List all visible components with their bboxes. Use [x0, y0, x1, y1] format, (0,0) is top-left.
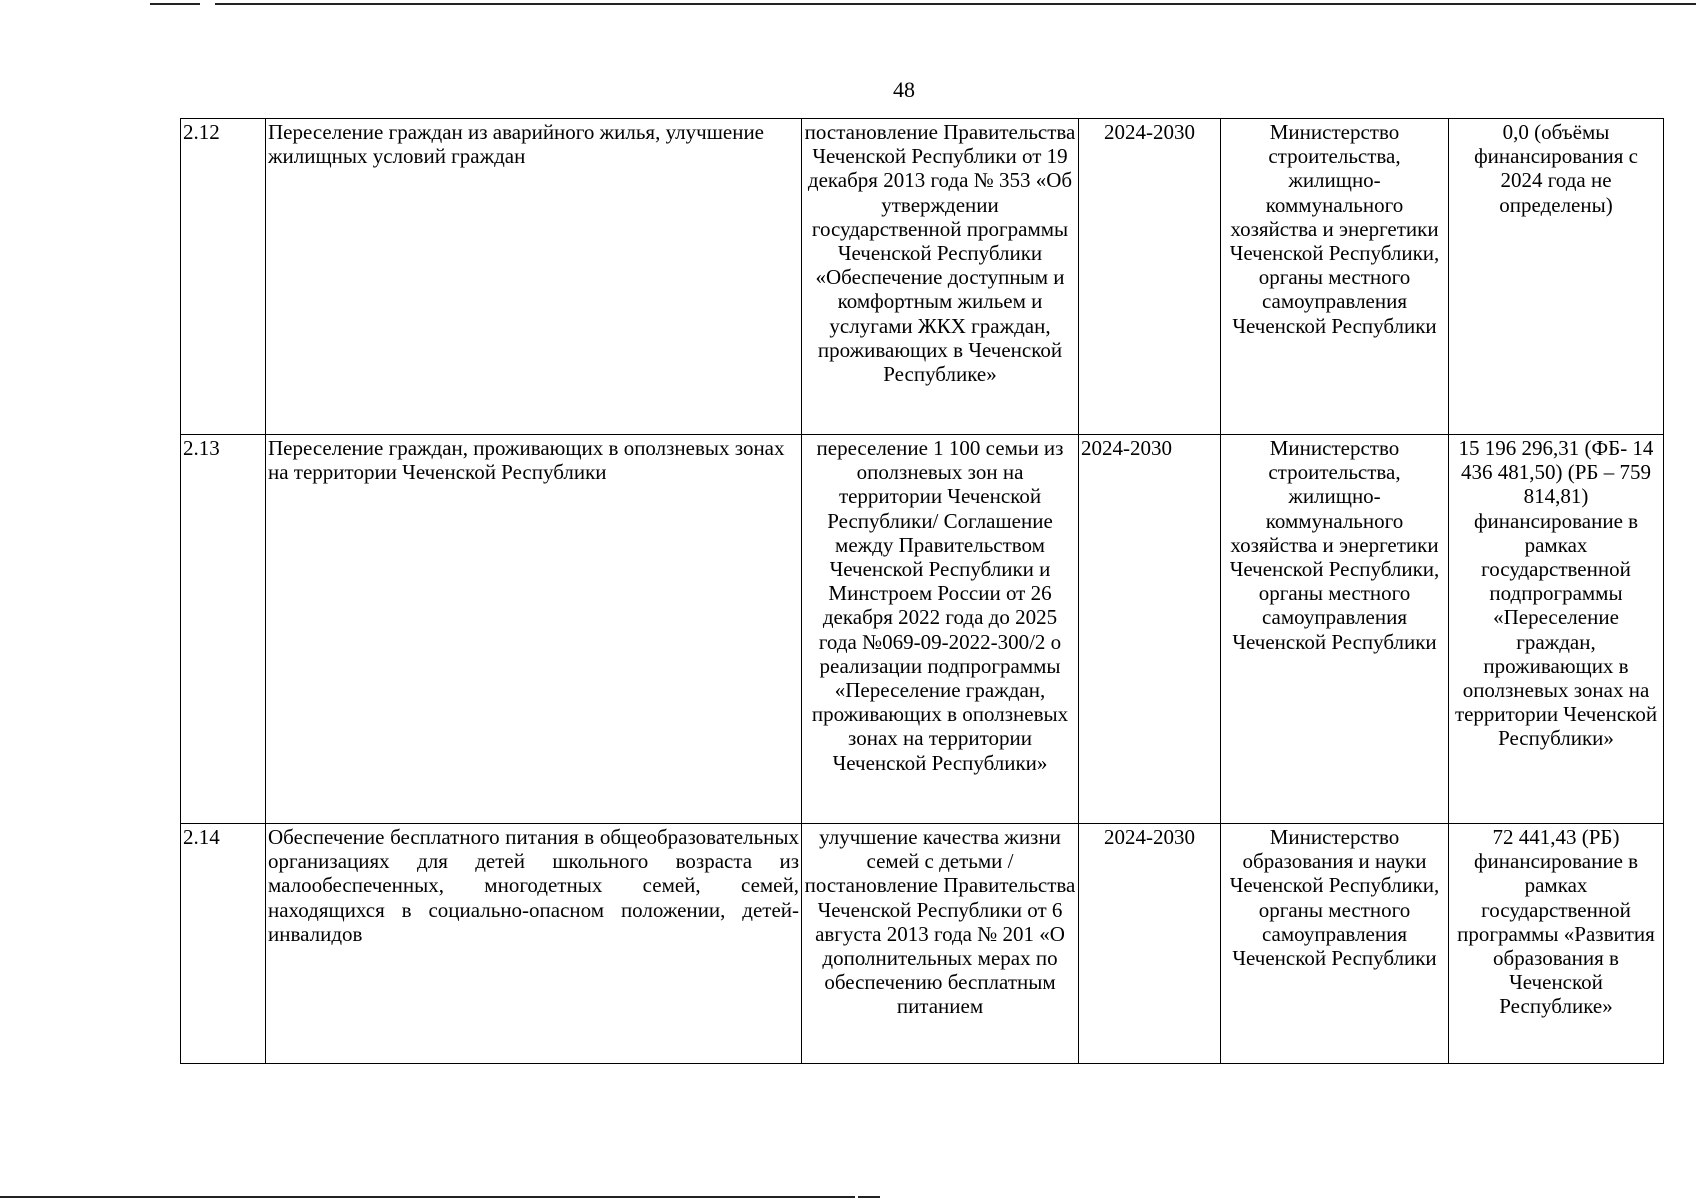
- table-row: [181, 824, 1664, 1064]
- period: 2024-2030: [1079, 824, 1221, 1064]
- row-number: 2.12: [181, 119, 266, 435]
- legal-basis: постановление Правительства Чеченской Республики от 19 декабря 2013 года № 353 «Об утверждении государственной программы Чеченской Республики «Обеспечение доступным и комфортным жильем и услугами ЖКХ граждан, проживающих в Чеченской Республике»: [802, 119, 1079, 435]
- measure-title: Переселение граждан, проживающих в оползневых зонах на территории Чеченской Республики: [266, 435, 802, 824]
- row-number: 2.13: [181, 435, 266, 824]
- measure-title: Обеспечение бесплатного питания в общеобразовательных организациях для детей школьного возраста из малообеспеченных, многодетных семей, семей, находящихся в социально-опасном положении, детей-инвалидов: [266, 824, 802, 1064]
- measure-title: Переселение граждан из аварийного жилья, улучшение жилищных условий граждан: [266, 119, 802, 435]
- row-number: 2.14: [181, 824, 266, 1064]
- legal-basis: улучшение качества жизни семей с детьми / постановление Правительства Чеченской Республики от 6 августа 2013 года № 201 «О дополнительных мерах по обеспечению бесплатным питанием: [802, 824, 1079, 1064]
- period: 2024-2030: [1079, 119, 1221, 435]
- scan-edge-line-top: [215, 3, 1696, 5]
- period: 2024-2030: [1079, 435, 1221, 824]
- scan-edge-line-bottom: [0, 1196, 855, 1198]
- executor: Министерство образования и науки Чеченской Республики, органы местного самоуправления Чеченской Республики: [1221, 824, 1449, 1064]
- legal-basis: переселение 1 100 семьи из оползневых зон на территории Чеченской Республики/ Соглашение между Правительством Чеченской Республики и Минстроем России от 26 декабря 2022 года до 2025 года №069-09-2022-300/2 о реализации подпрограммы «Переселение граждан, проживающих в оползневых зонах на территории Чеченской Республики»: [802, 435, 1079, 824]
- page-number: 48: [893, 77, 915, 102]
- funding: 0,0 (объёмы финансирования с 2024 года не определены): [1449, 119, 1664, 435]
- funding: 15 196 296,31 (ФБ- 14 436 481,50) (РБ – 759 814,81) финансирование в рамках государственной подпрограммы «Переселение граждан, проживающих в оползневых зонах на территории Чеченской Республики»: [1449, 435, 1664, 824]
- program-measures-table: [180, 118, 1664, 1064]
- scan-edge-dash: [858, 1196, 880, 1198]
- table-row: [181, 435, 1664, 824]
- scan-edge-line-short: [150, 3, 200, 5]
- funding: 72 441,43 (РБ) финансирование в рамках государственной программы «Развития образования в Чеченской Республике»: [1449, 824, 1664, 1064]
- table-row: [181, 119, 1664, 435]
- executor: Министерство строительства, жилищно-коммунального хозяйства и энергетики Чеченской Республики, органы местного самоуправления Чеченской Республики: [1221, 435, 1449, 824]
- executor: Министерство строительства, жилищно-коммунального хозяйства и энергетики Чеченской Республики, органы местного самоуправления Чеченской Республики: [1221, 119, 1449, 435]
